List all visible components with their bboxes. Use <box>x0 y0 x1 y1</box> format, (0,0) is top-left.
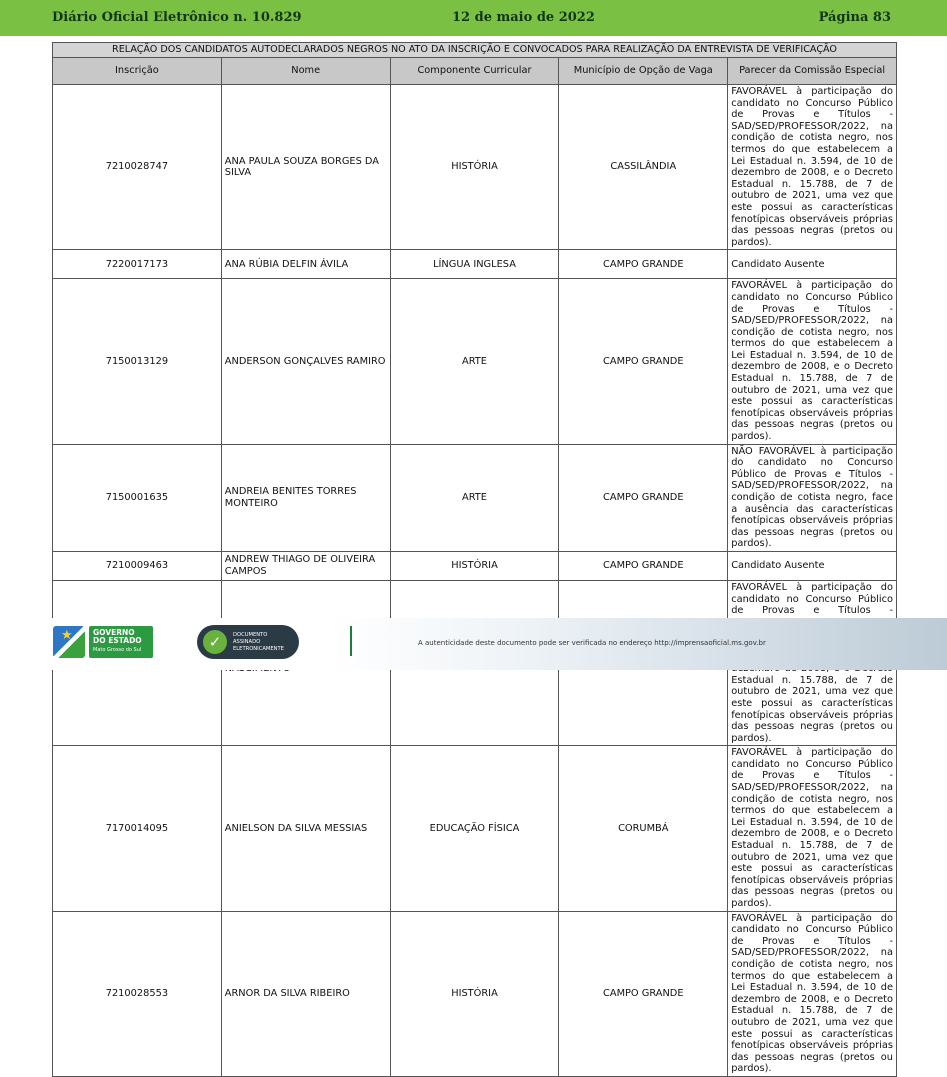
cell-componente: ARTE <box>390 279 559 444</box>
table-header-row <box>53 58 897 85</box>
cell-inscricao: 7150013129 <box>53 279 222 444</box>
cell-componente: ARTE <box>390 444 559 551</box>
cell-municipio: CASSILÂNDIA <box>559 85 728 250</box>
gov-logo-line2: DO ESTADO <box>93 636 142 645</box>
cell-componente: LÍNGUA INGLESA <box>390 250 559 279</box>
cell-parecer: Candidato Ausente <box>728 551 897 580</box>
cell-componente: EDUCAÇÃO FÍSICA <box>390 746 559 911</box>
cell-inscricao: 7210028553 <box>53 911 222 1076</box>
cell-municipio: CAMPO GRANDE <box>559 250 728 279</box>
cell-nome: ARNOR DA SILVA RIBEIRO <box>221 911 390 1076</box>
table-row <box>53 444 897 551</box>
cell-inscricao: 7210009463 <box>53 551 222 580</box>
check-icon: ✓ <box>203 630 227 654</box>
cell-municipio: CORUMBÁ <box>559 746 728 911</box>
star-icon: ★ <box>61 628 73 643</box>
col-header-nome: Nome <box>221 58 390 85</box>
footer-divider <box>350 626 352 656</box>
header-edition: Diário Oficial Eletrônico n. 10.829 <box>52 10 302 25</box>
col-header-componente: Componente Curricular <box>390 58 559 85</box>
cell-municipio: CAMPO GRANDE <box>559 279 728 444</box>
cell-componente: HISTÓRIA <box>390 551 559 580</box>
cell-parecer: NÃO FAVORÁVEL à participação do candidato no Concurso Público de Provas e Títulos - SAD/SED/PROFESSOR/2022, na condição de cotista negro, face a ausência das características fenotípicas observáveis próprias das pessoas negras (pretos ou pardos). <box>728 444 897 551</box>
cell-nome: ANDREIA BENITES TORRES MONTEIRO <box>221 444 390 551</box>
authenticity-note: A autenticidade deste documento pode ser verificada no endereço http://imprensaoficial.ms.gov.br <box>418 639 766 647</box>
cell-nome: ANDERSON GONÇALVES RAMIRO <box>221 279 390 444</box>
cell-inscricao: 7220017173 <box>53 250 222 279</box>
government-logo <box>89 626 153 658</box>
document-header <box>0 0 947 36</box>
header-page-number: Página 83 <box>818 10 891 25</box>
col-header-municipio: Município de Opção de Vaga <box>559 58 728 85</box>
cell-municipio: CAMPO GRANDE <box>559 911 728 1076</box>
cell-componente: HISTÓRIA <box>390 85 559 250</box>
cell-inscricao: 7150001635 <box>53 444 222 551</box>
table-row <box>53 279 897 444</box>
cell-nome: ANIELSON DA SILVA MESSIAS <box>221 746 390 911</box>
header-date: 12 de maio de 2022 <box>452 10 595 25</box>
cell-municipio: CAMPO GRANDE <box>559 444 728 551</box>
seal-line3: ELETRONICAMENTE <box>233 646 284 652</box>
e-signature-seal <box>197 625 299 659</box>
cell-parecer: FAVORÁVEL à participação do candidato no Concurso Público de Provas e Títulos - SAD/SED/PROFESSOR/2022, na condição de cotista negro, nos termos do que estabelecem a Lei Estadual n. 3.594, de 10 de dezembro de 2008, e o Decreto Estadual n. 15.788, de 7 de outubro de 2021, uma vez que este possui as características fenotípicas observáveis próprias das pessoas negras (pretos ou pardos). <box>728 746 897 911</box>
table-row <box>53 746 897 911</box>
table-caption: RELAÇÃO DOS CANDIDATOS AUTODECLARADOS NEGROS NO ATO DA INSCRIÇÃO E CONVOCADOS PARA REALIZAÇÃO DA ENTREVISTA DE VERIFICAÇÃO <box>53 43 897 58</box>
seal-line2: ASSINADO <box>233 639 261 645</box>
table-row <box>53 911 897 1076</box>
cell-parecer: FAVORÁVEL à participação do candidato no Concurso Público de Provas e Títulos - Estadual n. 15.788, de 7 de outubro de 2021, uma vez que este possui as características fenotípicas observáveis próprias das pessoas negras (pretos ou pardos). <box>728 580 897 745</box>
cell-nome: ANDREW THIAGO DE OLIVEIRA CAMPOS <box>221 551 390 580</box>
cell-parecer: FAVORÁVEL à participação do candidato no Concurso Público de Provas e Títulos - SAD/SED/PROFESSOR/2022, na condição de cotista negro, nos termos do que estabelecem a Lei Estadual n. 3.594, de 10 de dezembro de 2008, e o Decreto Estadual n. 15.788, de 7 de outubro de 2021, uma vez que este possui as características fenotípicas observáveis próprias das pessoas negras (pretos ou pardos). <box>728 911 897 1076</box>
table-row <box>53 551 897 580</box>
cell-inscricao: 7170014095 <box>53 746 222 911</box>
col-header-inscricao: Inscrição <box>53 58 222 85</box>
cell-parecer: FAVORÁVEL à participação do candidato no Concurso Público de Provas e Títulos - SAD/SED/PROFESSOR/2022, na condição de cotista negro, nos termos do que estabelecem a Lei Estadual n. 3.594, de 10 de dezembro de 2008, e o Decreto Estadual n. 15.788, de 7 de outubro de 2021, uma vez que este possui as características fenotípicas observáveis próprias das pessoas negras (pretos ou pardos). <box>728 85 897 250</box>
table-row <box>53 85 897 250</box>
table-caption-row <box>53 43 897 58</box>
cell-inscricao: 7210028747 <box>53 85 222 250</box>
seal-line1: DOCUMENTO <box>233 632 268 638</box>
candidates-table <box>52 42 897 1077</box>
cell-nome: ANA RÚBIA DELFIN ÁVILA <box>221 250 390 279</box>
cell-parecer: Candidato Ausente <box>728 250 897 279</box>
gov-logo-line3: Mato Grosso do Sul <box>93 647 142 653</box>
cell-nome: ANA PAULA SOUZA BORGES DA SILVA <box>221 85 390 250</box>
cell-municipio: CAMPO GRANDE <box>559 551 728 580</box>
gov-logo-line1: GOVERNO <box>93 628 135 637</box>
cell-componente: HISTÓRIA <box>390 911 559 1076</box>
cell-parecer: FAVORÁVEL à participação do candidato no Concurso Público de Provas e Títulos - SAD/SED/PROFESSOR/2022, na condição de cotista negro, nos termos do que estabelecem a Lei Estadual n. 3.594, de 10 de dezembro de 2008, e o Decreto Estadual n. 15.788, de 7 de outubro de 2021, uma vez que este possui as características fenotípicas observáveis próprias das pessoas negras (pretos ou pardos). <box>728 279 897 444</box>
col-header-parecer: Parecer da Comissão Especial <box>728 58 897 85</box>
table-row <box>53 250 897 279</box>
